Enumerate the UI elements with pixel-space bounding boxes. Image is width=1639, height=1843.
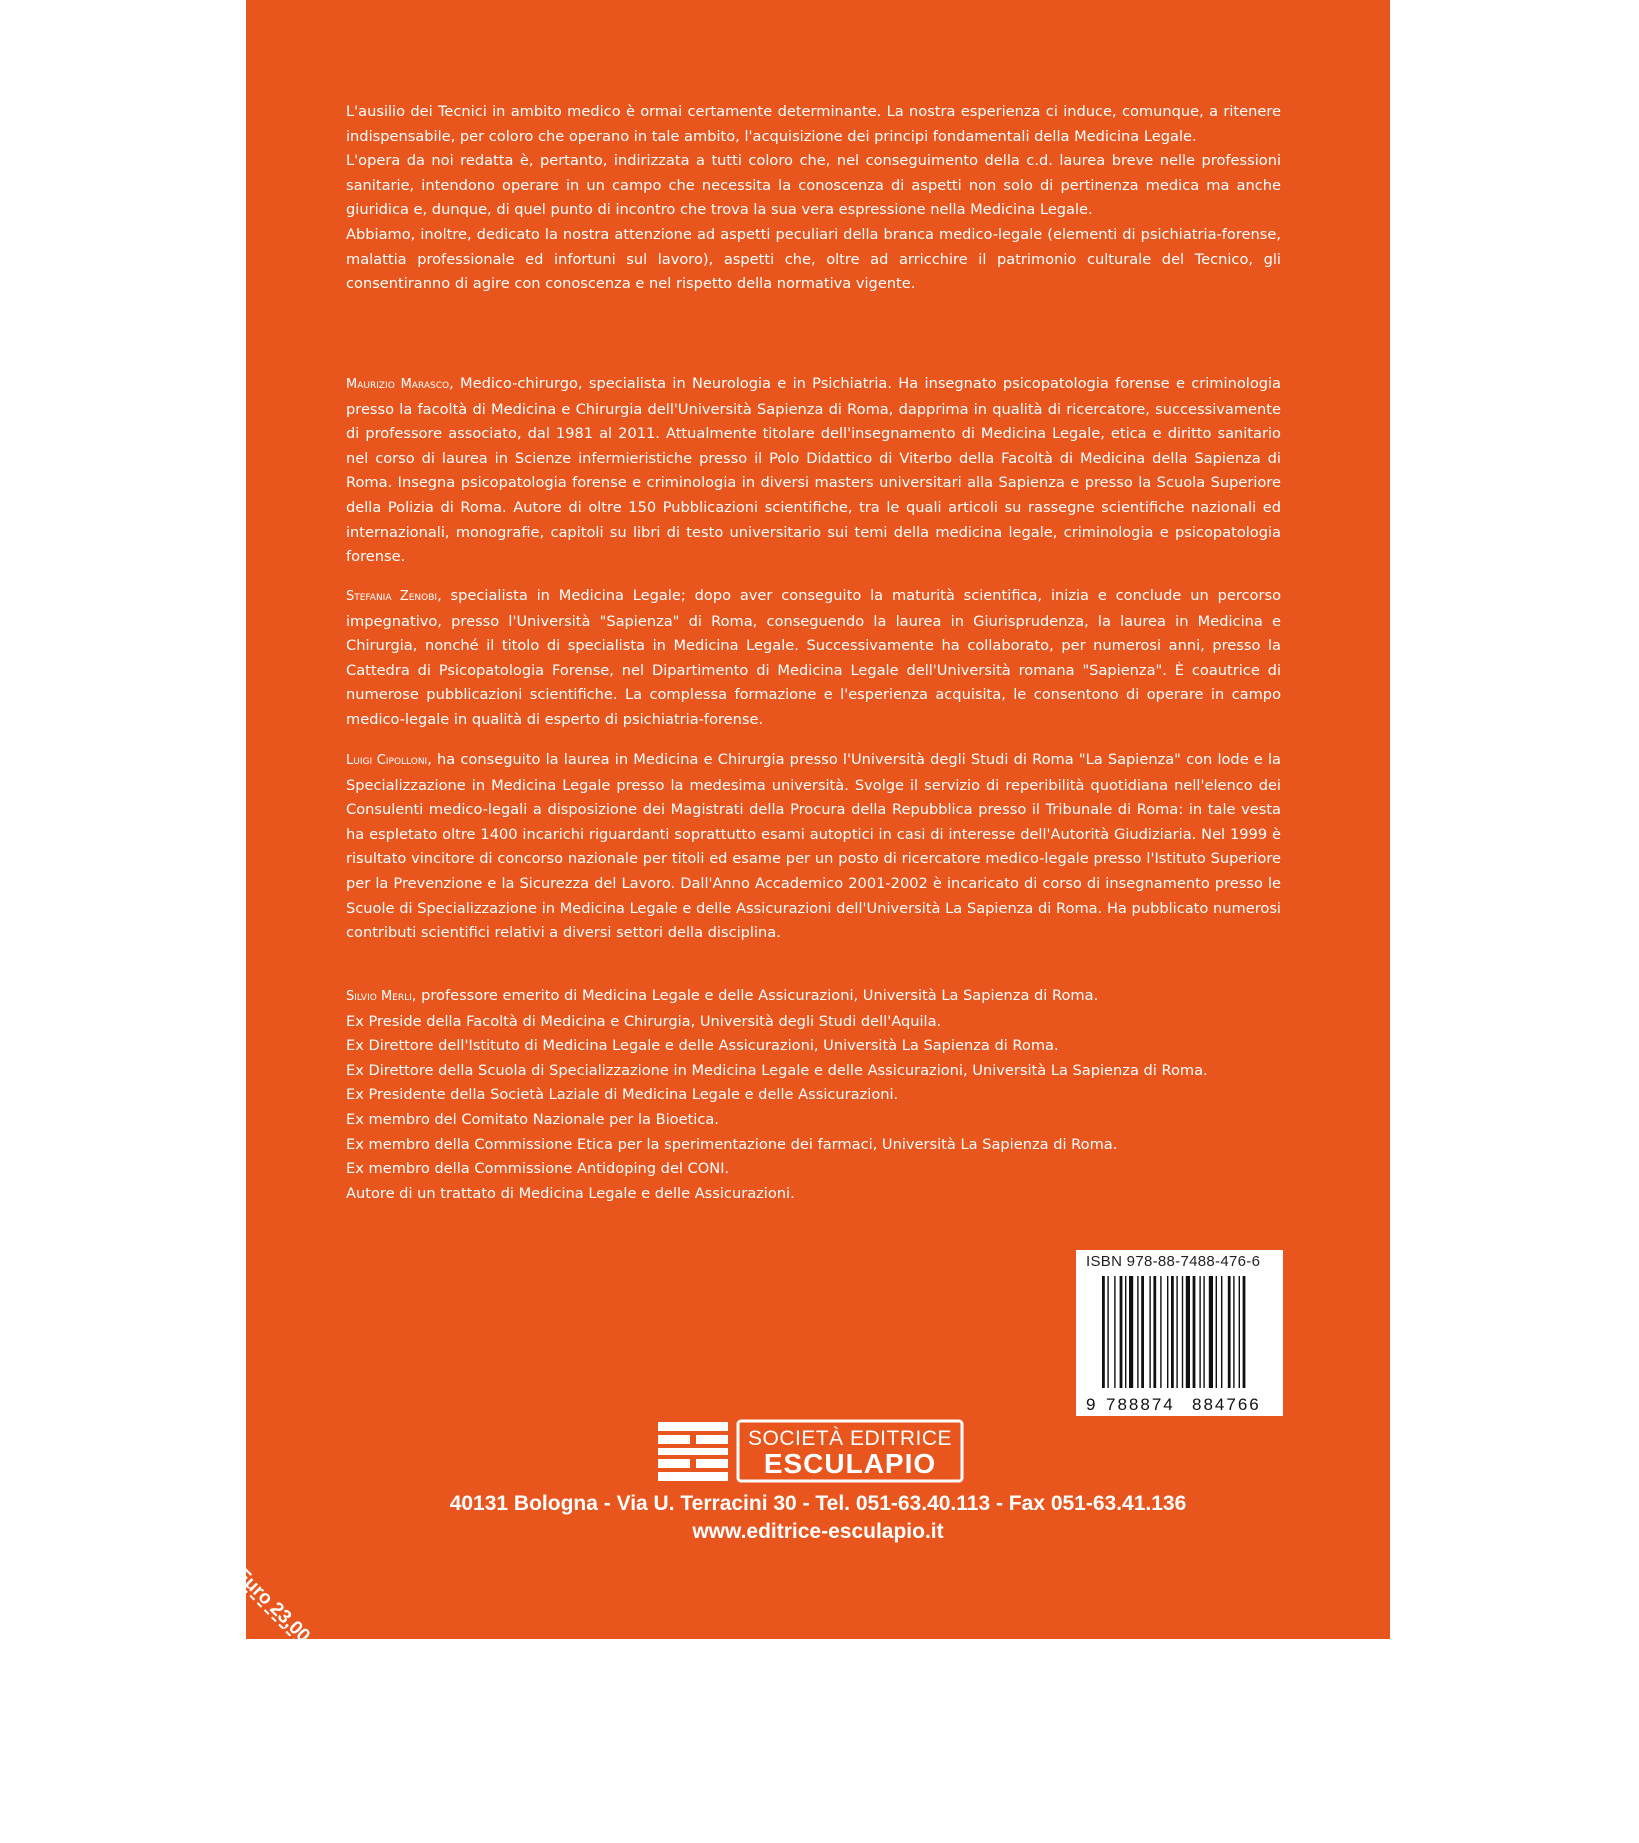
intro-paragraph: L'opera da noi redatta è, pertanto, indirizzata a tutti coloro che, nel conseguimento della c.d. laurea breve nelle professioni sanitarie, intendono operare in un campo che necessita la conoscenza di aspetti non solo di pertinenza medica ma anche giuridica e, dunque, di quel punto di incontro che trova la sua vera espressione nella Medicina Legale. — [346, 152, 1281, 219]
barcode-bar — [1199, 1276, 1200, 1388]
barcode-bar — [1239, 1276, 1240, 1388]
barcode-bar — [1176, 1276, 1177, 1388]
barcode-bar — [1120, 1276, 1123, 1388]
barcode — [1084, 1274, 1274, 1414]
merli-role: Ex membro della Commissione Antidoping del CONI. — [346, 1160, 730, 1178]
publisher-name-line1: SOCIETÀ EDITRICE — [747, 1427, 953, 1450]
publisher-address: 40131 Bologna - Via U. Terracini 30 - Tel. 051-63.40.113 - Fax 051-63.41.136 — [449, 1492, 1187, 1515]
barcode-bar — [1186, 1276, 1190, 1388]
barcode-bar — [1182, 1276, 1183, 1388]
price-label: Euro 23,00 — [231, 1564, 314, 1647]
barcode-bar — [1137, 1276, 1138, 1388]
author-bio-cipolloni — [346, 748, 1281, 946]
author-bio: , ha conseguito la laurea in Medicina e Chirurgia presso l'Università degli Studi di Roma "La Sapienza" con lode e la Specializzazione in Medicina Legale presso la medesima università. Svolge il servizio di reperibilità quotidiana nell'elenco dei Consulenti medico-legali a disposizione dei Magistrati della Procura della Repubblica presso il Tribunale di Roma: in tale vesta ha espletato oltre 1400 incarichi riguardanti soprattutto esami autoptici in casi di interesse dell'Autorità Giudiziaria. Nel 1999 è risultato vincitore di concorso nazionale per titoli ed esame per un posto di ricercatore medico-legale presso l'Istituto Superiore per la Prevenzione e la Sicurezza del Lavoro. Dall'Anno Accademico 2001-2002 è incaricato di corso di insegnamento presso le Scuole di Specializzazione in Medicina Legale e delle Assicurazioni dell'Università La Sapienza di Roma. Ha pubblicato numerosi contributi scientifici relativi a diversi settori della disciplina. — [346, 751, 1282, 942]
barcode-digits-right: 884766 — [1192, 1395, 1261, 1414]
merli-role: Ex membro della Commissione Etica per la sperimentazione dei farmaci, Università La Sapienza di Roma. — [346, 1135, 1118, 1153]
barcode-bar — [1228, 1276, 1231, 1388]
price-tear-line — [29, 1530, 342, 1843]
author-bio: , professore emerito di Medicina Legale e delle Assicurazioni, Università La Sapienza di Roma. — [411, 987, 1099, 1004]
author-bio: , specialista in Medicina Legale; dopo aver conseguito la maturità scientifica, inizia e conclude un percorso impegnativo, presso l'Università "Sapienza" di Roma, conseguendo la laurea in Giurisprudenza, la laurea in Medicina e Chirurgia, nonché il titolo di specialista in Medicina Legale. Successivamente ha collaborato, per numerosi anni, presso la Cattedra di Psicopatologia Forense, nel Dipartimento di Medicina Legale dell'Università romana "Sapienza". È coautrice di numerose pubblicazioni scientifiche. La complessa formazione e l'esperienza acquisita, le consentono di operare in campo medico-legale in qualità di esperto di psichiatria-forense. — [346, 587, 1281, 728]
barcode-bar — [1153, 1276, 1156, 1388]
barcode-bar — [1203, 1276, 1204, 1388]
author-name: Silvio Merli — [346, 989, 412, 1004]
publisher-website: www.editrice-esculapio.it — [692, 1520, 944, 1543]
barcode-bar — [1233, 1276, 1234, 1388]
author-name: Maurizio Marasco — [346, 377, 450, 392]
author-bio-zenobi — [346, 584, 1281, 733]
merli-role: Ex Direttore della Scuola di Specializzazione in Medicina Legale e delle Assicurazioni, Università La Sapienza di Roma. — [346, 1061, 1208, 1079]
barcode-bar — [1125, 1276, 1126, 1388]
author-name: Stefania Zenobi — [346, 589, 438, 604]
barcode-bar — [1167, 1276, 1168, 1388]
barcode-bar — [1171, 1276, 1174, 1388]
barcode-bar — [1221, 1276, 1222, 1388]
barcode-bar — [1193, 1276, 1196, 1388]
merli-role: Ex Preside della Facoltà di Medicina e Chirurgia, Università degli Studi dell'Aquila. — [346, 1012, 942, 1030]
intro-paragraph: L'ausilio dei Tecnici in ambito medico è ormai certamente determinante. La nostra esperienza ci induce, comunque, a ritenere indispensabile, per coloro che operano in tale ambito, l'acquisizione dei principi fondamentali della Medicina Legale. — [346, 103, 1281, 145]
isbn-barcode-box — [1076, 1250, 1283, 1416]
barcode-bar — [1149, 1276, 1150, 1388]
merli-role: Ex Direttore dell'Istituto di Medicina Legale e delle Assicurazioni, Università La Sapienza di Roma. — [346, 1037, 1059, 1055]
author-bio-merli — [346, 984, 1281, 1206]
intro-text — [346, 100, 1281, 297]
barcode-bar — [1102, 1276, 1105, 1388]
barcode-bar — [1160, 1276, 1161, 1388]
barcode-bar — [1141, 1276, 1144, 1388]
barcode-digit-first: 9 — [1086, 1395, 1096, 1414]
author-bio-marasco — [346, 372, 1281, 570]
isbn-label: ISBN 978-88-7488-476-6 — [1086, 1253, 1261, 1270]
barcode-bar — [1129, 1276, 1133, 1388]
publisher-name-line2: ESCULAPIO — [763, 1448, 937, 1479]
merli-role: Autore di un trattato di Medicina Legale e delle Assicurazioni. — [346, 1184, 795, 1202]
merli-role: Ex Presidente della Società Laziale di Medicina Legale e delle Assicurazioni. — [346, 1086, 899, 1104]
barcode-bar — [1107, 1276, 1108, 1388]
publisher-logo — [658, 1420, 964, 1482]
barcode-bar — [1216, 1276, 1217, 1388]
author-bio: , Medico-chirurgo, specialista in Neurologia e in Psichiatria. Ha insegnato psicopatologia forense e criminologia presso la facoltà di Medicina e Chirurgia dell'Università Sapienza di Roma, dapprima in qualità di ricercatore, successivamente di professore associato, dal 1981 al 2011. Attualmente titolare dell'insegnamento di Medicina Legale, etica e diritto sanitario nel corso di laurea in Scienze infermieristiche presso il Polo Didattico di Viterbo della Facoltà di Medicina della Sapienza di Roma. Insegna psicopatologia forense e criminologia in diversi masters universitari alla Sapienza e presso la Scuola Superiore della Polizia di Roma. Autore di oltre 150 Pubblicazioni scientifiche, tra le quali articoli su rassegne scientifiche nazionali ed internazionali, monografie, capitoli su libri di testo universitario sui temi della medicina legale, criminologia e psicopatologia forense. — [346, 375, 1282, 566]
book-back-cover — [231, 0, 1390, 1647]
barcode-bar — [1114, 1276, 1115, 1388]
barcode-bar — [1243, 1276, 1246, 1388]
barcode-digits-left: 788874 — [1106, 1395, 1175, 1414]
barcode-bar — [1209, 1276, 1213, 1388]
intro-paragraph: Abbiamo, inoltre, dedicato la nostra attenzione ad aspetti peculiari della branca medico-legale (elementi di psichiatria-forense, malattia professionale ed infortuni sul lavoro), aspetti che, oltre ad arricchire il patrimonio culturale del Tecnico, gli consentiranno di agire con conoscenza e nel rispetto della normativa vigente. — [346, 225, 1281, 293]
esculapio-logo-icon — [658, 1422, 728, 1481]
author-name: Luigi Cipolloni — [346, 753, 428, 768]
merli-role: Ex membro del Comitato Nazionale per la Bioetica. — [346, 1110, 719, 1128]
